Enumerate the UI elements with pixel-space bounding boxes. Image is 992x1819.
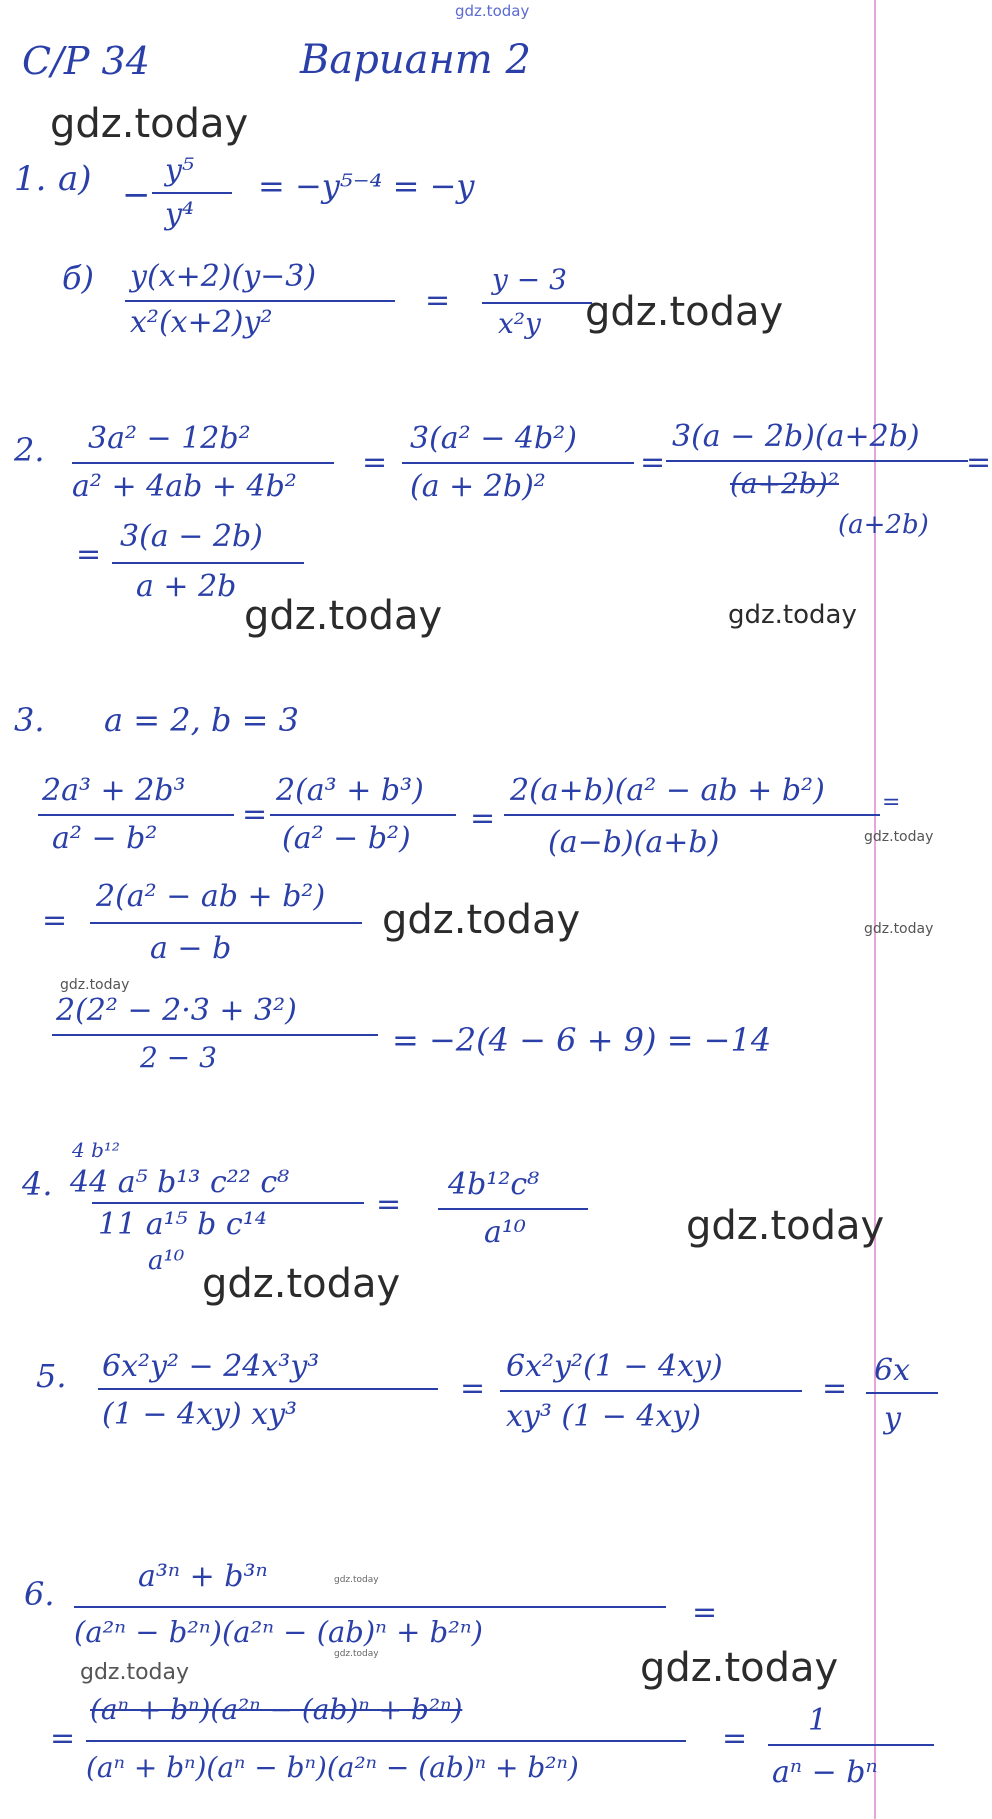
- problem-3-number: 3.: [14, 701, 45, 739]
- fraction-bar: [666, 460, 968, 462]
- fraction-bar: [98, 1388, 438, 1390]
- problem-4-numerator-marks: 4 b¹²: [72, 1138, 120, 1162]
- equals-sign: =: [362, 445, 388, 480]
- equals-sign: =: [50, 1721, 76, 1756]
- fraction-bar: [72, 462, 334, 464]
- problem-2-result-numerator: 3(a − 2b): [120, 519, 263, 554]
- equals-sign: =: [76, 537, 102, 572]
- problem-2-numerator-3: 3(a − 2b)(a+2b): [672, 419, 920, 454]
- problem-2-number: 2.: [14, 431, 45, 469]
- watermark: gdz.today: [728, 600, 857, 630]
- equals-sign: =: [722, 1721, 748, 1756]
- watermark: gdz.today: [382, 897, 581, 943]
- fraction-bar: [52, 1034, 378, 1036]
- problem-3-numerator-3: 2(a+b)(a² − ab + b²): [510, 773, 825, 808]
- equals-sign: =: [42, 903, 68, 938]
- fraction-bar: [402, 462, 634, 464]
- work-title: С/Р 34: [22, 39, 150, 83]
- problem-5-result-denominator: y: [884, 1401, 901, 1436]
- equals-sign: =: [470, 801, 496, 836]
- watermark: gdz.today: [585, 289, 784, 335]
- watermark: gdz.today: [80, 1660, 190, 1685]
- problem-4-denominator-reduced: a¹⁰: [148, 1246, 185, 1276]
- problem-5-numerator-2: 6x²y²(1 − 4xy): [506, 1349, 723, 1384]
- watermark: gdz.today: [864, 829, 934, 845]
- watermark: gdz.today: [864, 921, 934, 937]
- problem-1a-numerator: y⁵: [165, 153, 194, 188]
- problem-5-number: 5.: [36, 1357, 67, 1395]
- watermark: gdz.today: [60, 977, 130, 993]
- watermark: gdz.today: [202, 1261, 401, 1307]
- problem-6-result-numerator: 1: [808, 1703, 828, 1738]
- watermark: gdz.today: [334, 1649, 379, 1659]
- fraction-bar: [152, 192, 232, 194]
- problem-5-numerator-1: 6x²y² − 24x³y³: [102, 1349, 320, 1384]
- variant-label: Вариант 2: [300, 37, 531, 83]
- problem-5-denominator-2: xy³ (1 − 4xy): [506, 1399, 702, 1434]
- problem-5-result-numerator: 6x: [874, 1353, 911, 1388]
- fraction-bar: [270, 814, 456, 816]
- problem-2-result-denominator: a + 2b: [136, 569, 237, 604]
- problem-3-calc-denominator: 2 − 3: [140, 1041, 217, 1074]
- problem-3-denominator-1: a² − b²: [52, 821, 158, 856]
- problem-3-result-numerator: 2(a² − ab + b²): [96, 879, 326, 914]
- problem-1b-denominator: x²(x+2)y²: [130, 305, 273, 340]
- problem-4-number: 4.: [22, 1165, 53, 1203]
- problem-4-result-denominator: a¹⁰: [484, 1215, 526, 1250]
- margin-line: [874, 0, 876, 1819]
- problem-3-denominator-2: (a² − b²): [282, 821, 411, 856]
- equals-sign: =: [242, 797, 268, 832]
- fraction-bar: [90, 922, 362, 924]
- problem-6-denominator-1: (a²ⁿ − b²ⁿ)(a²ⁿ − (ab)ⁿ + b²ⁿ): [74, 1615, 483, 1649]
- equals-sign: =: [692, 1595, 718, 1630]
- equals-sign: =: [460, 1371, 486, 1406]
- fraction-bar: [500, 1390, 802, 1392]
- watermark: gdz.today: [640, 1645, 839, 1691]
- problem-6-numerator-1: a³ⁿ + b³ⁿ: [138, 1559, 268, 1594]
- problem-1b-label: б): [62, 259, 95, 297]
- problem-2-denominator-1: a² + 4ab + 4b²: [72, 469, 297, 504]
- fraction-bar: [112, 562, 304, 564]
- problem-2-numerator-1: 3a² − 12b²: [88, 421, 251, 456]
- problem-1a-result: = −y⁵⁻⁴ = −y: [258, 167, 475, 205]
- top-watermark: gdz.today: [455, 2, 530, 20]
- problem-4-numerator: 44 a⁵ b¹³ c²² c⁸: [70, 1165, 290, 1200]
- equals-sign: =: [966, 445, 992, 480]
- equals-sign: =: [425, 283, 451, 318]
- fraction-bar: [438, 1208, 588, 1210]
- equals-sign: =: [882, 790, 901, 815]
- problem-6-numerator-2: (aⁿ + bⁿ)(a²ⁿ − (ab)ⁿ + b²ⁿ): [90, 1693, 463, 1726]
- equals-sign: =: [376, 1187, 402, 1222]
- fraction-bar: [768, 1744, 934, 1746]
- problem-2-denominator-3b: (a+2b): [838, 510, 929, 540]
- problem-5-denominator-1: (1 − 4xy) xy³: [102, 1397, 298, 1432]
- watermark: gdz.today: [244, 593, 443, 639]
- problem-1a-sign: −: [122, 175, 151, 215]
- problem-3-calc-result: = −2(4 − 6 + 9) = −14: [392, 1021, 772, 1059]
- problem-2-denominator-3: (a+2b)²: [730, 467, 839, 500]
- problem-3-given: a = 2, b = 3: [104, 701, 299, 739]
- fraction-bar: [38, 814, 234, 816]
- problem-3-result-denominator: a − b: [150, 931, 232, 966]
- fraction-bar: [482, 302, 592, 304]
- problem-6-result-denominator: aⁿ − bⁿ: [772, 1755, 878, 1790]
- problem-6-denominator-2: (aⁿ + bⁿ)(aⁿ − bⁿ)(a²ⁿ − (ab)ⁿ + b²ⁿ): [86, 1751, 579, 1784]
- problem-1a-label: а): [58, 159, 92, 199]
- problem-3-denominator-3: (a−b)(a+b): [548, 825, 720, 860]
- problem-3-calc-numerator: 2(2² − 2·3 + 3²): [56, 993, 297, 1028]
- problem-4-denominator: 11 a¹⁵ b c¹⁴: [98, 1207, 267, 1242]
- problem-3-numerator-2: 2(a³ + b³): [276, 773, 424, 808]
- fraction-bar: [92, 1202, 364, 1204]
- watermark: gdz.today: [334, 1575, 379, 1585]
- fraction-bar: [866, 1392, 938, 1394]
- fraction-bar: [125, 300, 395, 302]
- fraction-bar: [86, 1740, 686, 1742]
- problem-4-result-numerator: 4b¹²c⁸: [448, 1167, 540, 1202]
- fraction-bar: [504, 814, 880, 816]
- problem-3-numerator-1: 2a³ + 2b³: [42, 773, 186, 808]
- problem-1b-numerator: y(x+2)(y−3): [130, 259, 317, 294]
- equals-sign: =: [822, 1371, 848, 1406]
- watermark: gdz.today: [50, 101, 249, 147]
- problem-1-number: 1.: [14, 159, 47, 199]
- problem-6-number: 6.: [24, 1575, 55, 1613]
- problem-1b-result-numerator: y − 3: [492, 263, 567, 296]
- fraction-bar: [74, 1606, 666, 1608]
- problem-1a-denominator: y⁴: [165, 197, 194, 232]
- watermark: gdz.today: [686, 1203, 885, 1249]
- problem-1b-result-denominator: x²y: [498, 307, 541, 340]
- problem-2-numerator-2: 3(a² − 4b²): [410, 421, 577, 456]
- problem-2-denominator-2: (a + 2b)²: [410, 469, 546, 504]
- equals-sign: =: [640, 445, 666, 480]
